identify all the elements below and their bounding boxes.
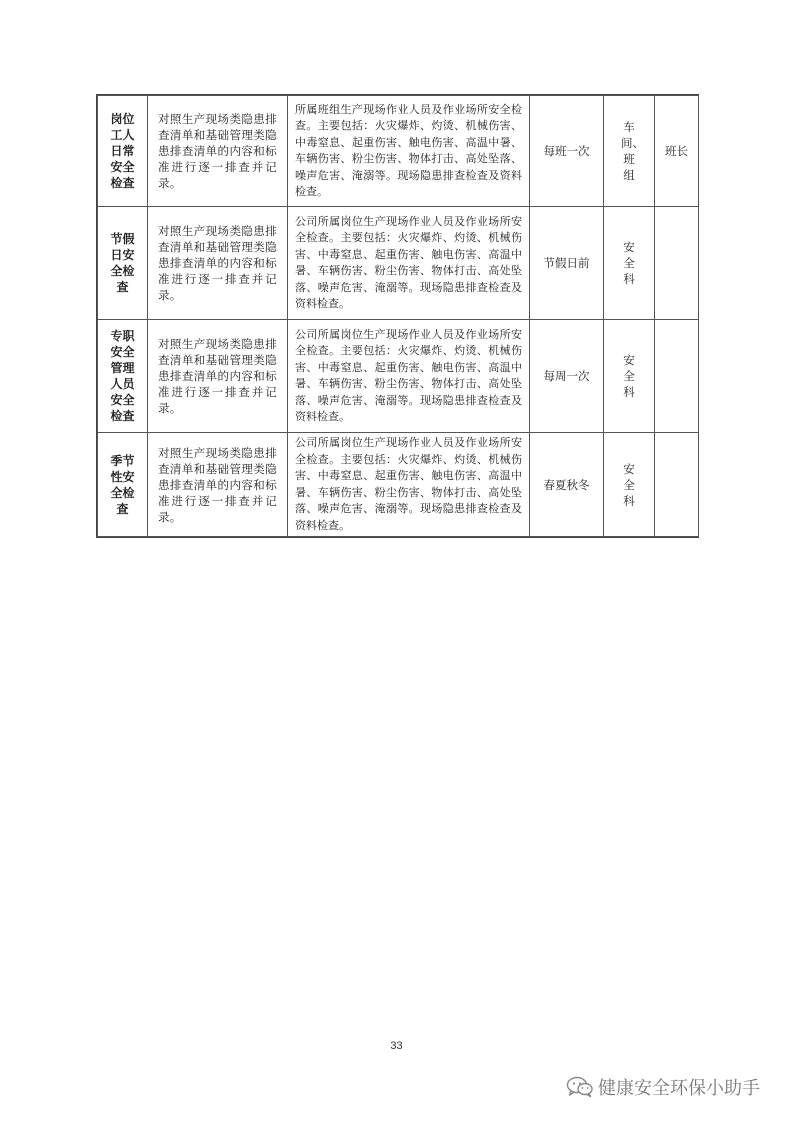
table-row	[98, 433, 699, 537]
page-number: 33	[390, 1040, 403, 1052]
table-row	[98, 96, 699, 207]
responsible-person	[655, 433, 699, 537]
organizing-department: 安全科	[604, 433, 655, 537]
inspection-type: 季节性安全检查	[98, 433, 148, 537]
inspection-content: 公司所属岗位生产现场作业人员及作业场所安全检查。主要包括：火灾爆炸、灼烫、机械伤害、中毒窒息、起重伤害、触电伤害、高温中暑、车辆伤害、粉尘伤害、物体打击、高处坠落、噪声危害、淹溺等。现场隐患排查检查及资料检查。	[288, 207, 530, 320]
inspection-content: 公司所属岗位生产现场作业人员及作业场所安全检查。主要包括：火灾爆炸、灼烫、机械伤害、中毒窒息、起重伤害、触电伤害、高温中暑、车辆伤害、粉尘伤害、物体打击、高处坠落、噪声危害、淹溺等。现场隐患排查检查及资料检查。	[288, 433, 530, 537]
inspection-content: 公司所属岗位生产现场作业人员及作业场所安全检查。主要包括：火灾爆炸、灼烫、机械伤害、中毒窒息、起重伤害、触电伤害、高温中暑、车辆伤害、粉尘伤害、物体打击、高处坠落、噪声危害、淹溺等。现场隐患排查检查及资料检查。	[288, 320, 530, 433]
inspection-type: 专职安全管理人员安全检查	[98, 320, 148, 433]
responsible-person: 班长	[655, 96, 699, 207]
inspection-frequency: 每班一次	[530, 96, 604, 207]
inspection-frequency: 节假日前	[530, 207, 604, 320]
inspection-basis: 对照生产现场类隐患排查清单和基础管理类隐患排查清单的内容和标准进行逐一排查并记录。	[148, 433, 288, 537]
responsible-person	[655, 320, 699, 433]
inspection-table	[96, 94, 699, 538]
organizing-department: 安全科	[604, 207, 655, 320]
table-row	[98, 207, 699, 320]
inspection-content: 所属班组生产现场作业人员及作业场所安全检查。主要包括：火灾爆炸、灼烫、机械伤害、中毒窒息、起重伤害、触电伤害、高温中暑、车辆伤害、粉尘伤害、物体打击、高处坠落、噪声危害、淹溺等。现场隐患排查检查及资料检查。	[288, 96, 530, 207]
organizing-department: 安全科	[604, 320, 655, 433]
inspection-frequency: 春夏秋冬	[530, 433, 604, 537]
watermark	[566, 1074, 760, 1100]
inspection-basis: 对照生产现场类隐患排查清单和基础管理类隐患排查清单的内容和标准进行逐一排查并记录。	[148, 320, 288, 433]
inspection-type: 岗位工人日常安全检查	[98, 96, 148, 207]
inspection-basis: 对照生产现场类隐患排查清单和基础管理类隐患排查清单的内容和标准进行逐一排查并记录。	[148, 207, 288, 320]
wechat-icon	[566, 1075, 594, 1099]
inspection-basis: 对照生产现场类隐患排查清单和基础管理类隐患排查清单的内容和标准进行逐一排查并记录。	[148, 96, 288, 207]
inspection-frequency: 每周一次	[530, 320, 604, 433]
watermark-text: 健康安全环保小助手	[598, 1078, 760, 1099]
inspection-type: 节假日安全检查	[98, 207, 148, 320]
table-row	[98, 320, 699, 433]
responsible-person	[655, 207, 699, 320]
organizing-department: 车间、班组	[604, 96, 655, 207]
